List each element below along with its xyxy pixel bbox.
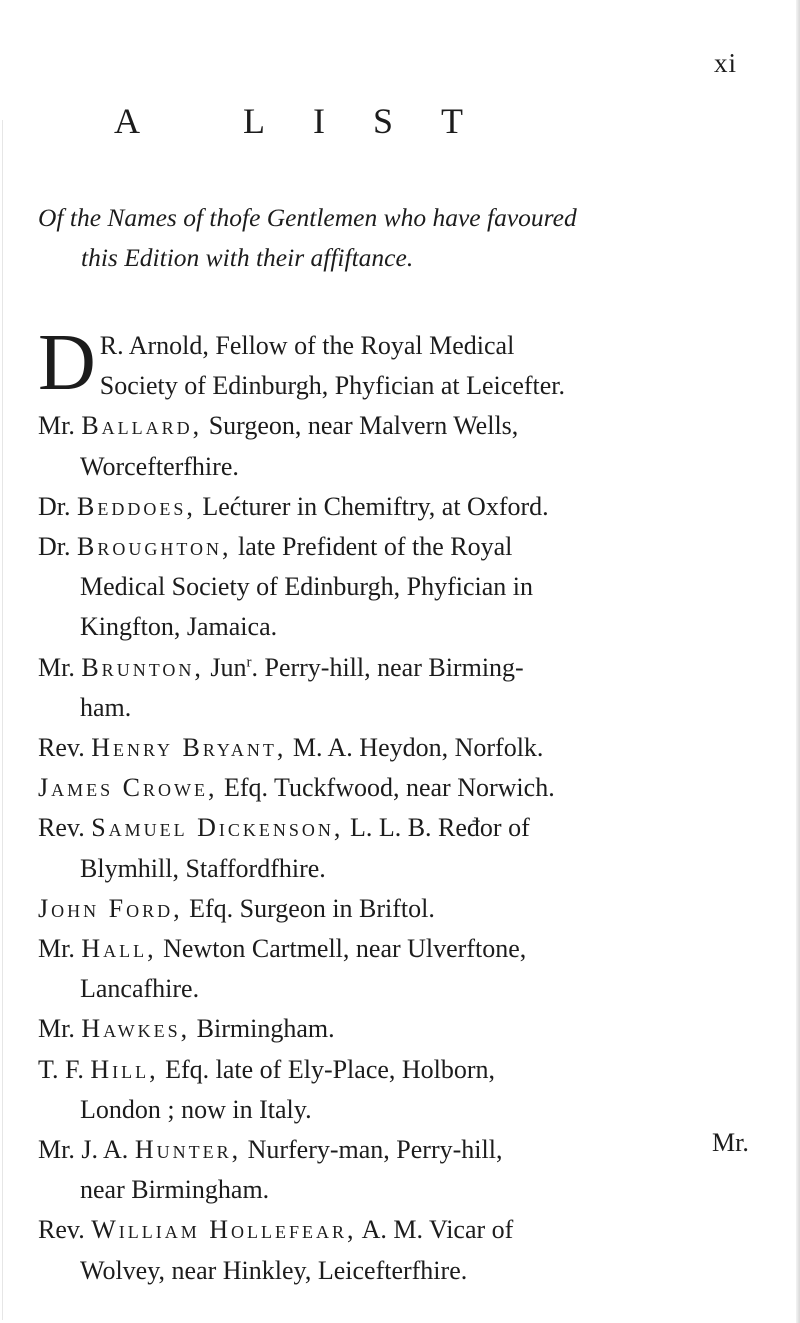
entry-name: John Ford,: [38, 893, 183, 923]
entry-detail: . Perry-hill, near Birming-: [251, 652, 524, 682]
entry-name: Hunter,: [134, 1135, 242, 1165]
catchword: Mr.: [712, 1128, 749, 1157]
entry-title: Mr. J. A.: [38, 1135, 129, 1165]
entry-name: William Hollefear,: [91, 1215, 357, 1245]
entry-detail: Efq. late of Ely-Place, Holborn,: [158, 1054, 496, 1084]
entry-superscript: r: [246, 653, 252, 670]
entry-title: Mr.: [38, 411, 75, 441]
entry-continuation: near Birmingham.: [80, 1175, 270, 1205]
entry-name: Hill,: [90, 1054, 159, 1084]
entry-continuation: Blymhill, Staffordfhire.: [80, 853, 326, 883]
entry-title: Rev.: [38, 733, 85, 763]
entry-continuation: London ; now in Italy.: [80, 1094, 312, 1124]
subscriber-list: [38, 319, 778, 1291]
list-item: [38, 648, 778, 728]
entry-name: Hawkes,: [81, 1014, 191, 1044]
entry-title: Dr.: [38, 532, 71, 562]
entry-detail: Newton Cartmell, near Ulverftone,: [156, 934, 527, 964]
entry-continuation: Lancafhire.: [80, 974, 200, 1004]
entry-detail: Efq. Tuckfwood, near Norwich.: [217, 773, 555, 803]
subtitle-line-1: Of the Names of thofe Gentlemen who have favoured: [38, 203, 577, 232]
entry-detail: Lećturer in Chemiftry, at Oxford.: [195, 491, 549, 521]
entry-detail: Surgeon, near Malvern Wells,: [202, 411, 519, 441]
list-item: [38, 1130, 778, 1210]
entry-continuation: Kingfton, Jamaica.: [80, 612, 278, 642]
entry-detail: M. A. Heydon, Norfolk.: [286, 733, 544, 763]
entry-name: Samuel Dickenson,: [91, 813, 344, 843]
page-fold: [2, 120, 3, 1320]
subtitle-line-2: this Edition with their affiftance.: [81, 243, 414, 272]
entry-name: Brunton,: [81, 652, 204, 682]
entry-continuation: Wolvey, near Hinkley, Leicefterfhire.: [80, 1255, 468, 1285]
entry-name: Beddoes,: [77, 491, 196, 521]
entry-name: R. Arnold,: [99, 331, 209, 360]
drop-cap: D: [38, 319, 96, 407]
entry-detail: Fellow of the Royal Medical: [208, 331, 515, 360]
list-item: [38, 768, 778, 808]
entry-title: Mr.: [38, 652, 75, 682]
list-item: [38, 527, 778, 648]
entry-title: Rev.: [38, 1215, 85, 1245]
entry-name: Ballard,: [81, 411, 203, 441]
entry-name: James Crowe,: [38, 773, 218, 803]
entry-title: T. F.: [38, 1054, 84, 1084]
entry-continuation: Worcefterfhire.: [80, 451, 239, 481]
list-item: [38, 1009, 778, 1049]
entry-name: Hall,: [81, 934, 157, 964]
list-item: [38, 406, 778, 486]
list-item: [38, 487, 778, 527]
entry-suffix: Jun: [203, 652, 247, 682]
subtitle: [38, 198, 778, 278]
entry-title: Mr.: [38, 934, 75, 964]
entry-name: Henry Bryant,: [91, 733, 287, 763]
list-item: [38, 808, 778, 888]
entry-detail: L. L. B. Ređor of: [343, 813, 530, 843]
entry-detail: Nurfery-man, Perry-hill,: [241, 1135, 503, 1165]
entry-continuation: Society of Edinburgh, Phyfician at Leicefter.: [99, 371, 566, 401]
entry-continuation: ham.: [80, 692, 132, 722]
page-title: A LIST: [114, 101, 512, 141]
list-item: [38, 728, 778, 768]
page-edge: [796, 0, 800, 1323]
list-item: [38, 1050, 778, 1130]
entry-title: Mr.: [38, 1014, 75, 1044]
entry-detail: A. M. Vicar of: [356, 1215, 514, 1245]
entry-name: Broughton,: [77, 532, 232, 562]
entry-detail: late Prefident of the Royal: [231, 532, 513, 562]
entry-continuation: Medical Society of Edinburgh, Phyfician in: [80, 572, 533, 602]
entry-detail: Birmingham.: [190, 1014, 335, 1044]
entry-title: Dr.: [38, 491, 71, 521]
list-item: [38, 929, 778, 1009]
list-item: [38, 1210, 778, 1290]
entry-detail: Efq. Surgeon in Briftol.: [182, 893, 435, 923]
list-item: [38, 319, 778, 407]
page-number: xi: [714, 48, 738, 78]
entry-title: Rev.: [38, 813, 85, 843]
list-item: [38, 889, 778, 929]
